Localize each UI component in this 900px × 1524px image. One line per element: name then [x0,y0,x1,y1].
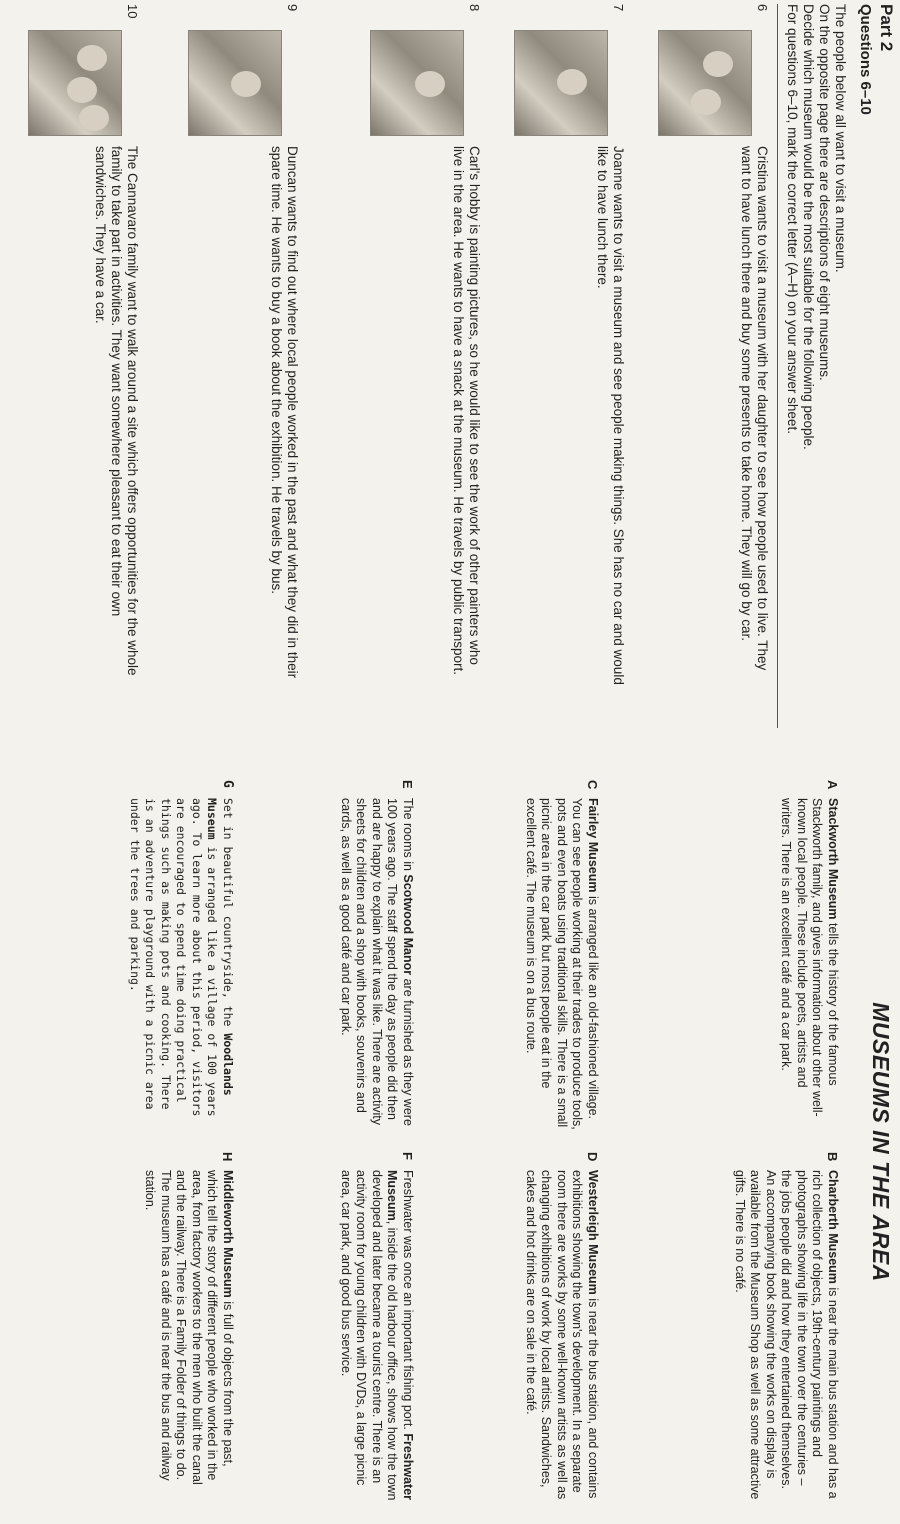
person-description: Duncan wants to find out where local people worked in the past and what they did in their spare time. He wants to buy a book about the exhibition. He travels by bus. [269,146,300,679]
museum-name: Fairley Museum [586,798,600,893]
museum-name: Middleworth Museum [221,1170,235,1298]
question-number: 10 [125,4,140,19]
instruction-line: The people below all want to visit a museum. [833,4,848,273]
instructions [784,4,848,724]
question-number: 6 [755,4,770,12]
instruction-line: Decide which museum would be the most suitable for the following people. [801,4,816,450]
museum-letter: D [585,1152,600,1162]
museum-name: Stackworth Museum [826,798,840,920]
question-number: 7 [611,4,626,12]
museum-description [523,1170,601,1502]
museum-pre: Freshwater was once an important fishing port. [401,1170,415,1434]
divider [777,4,778,728]
person-description: Joanne wants to visit a museum and see people making things. She has no car and would like to have lunch there. [595,146,626,685]
museum-text: is near the main bus station and has a rich collection of objects, 19th-century paintings and photographs showing life in the town over the centuries – the jobs people did and how they entertained themselves. An accompanying book showing the works on display is available from the Museum Shop as well as some attractive gifts. There is no café. [733,1170,840,1500]
museum-c [523,780,601,1130]
museum-description [142,1170,235,1502]
museums-page [0,760,900,1524]
museum-text: is arranged like a village of 100 years ago. To learn more about this period, visitors are encouraged to spend time doing practical things such as making pots and cooking. There is an adventure playground with a picnic area under the trees and parking. [128,798,220,1117]
instruction-line: For questions 6–10, mark the correct letter (A–H) on your answer sheet. [785,4,800,434]
face-shape [703,51,733,77]
person-photo [28,30,122,136]
question-number: 8 [467,4,482,12]
museum-name: Freshwater Museum [385,1170,415,1501]
museum-letter: B [825,1152,840,1162]
museum-description [778,798,840,1130]
face-shape [77,45,107,71]
question-9 [172,0,300,740]
person-description: Carl's hobby is painting pictures, so he would like to see the work of other painters who live in the area. He wants to have a snack at the museum. He travels by public transport. [451,146,482,676]
face-shape [67,77,97,103]
museum-pre: The rooms in [401,798,415,875]
museum-description [338,1170,416,1502]
question-10 [12,0,140,740]
museum-name: Westerleigh Museum [586,1170,600,1295]
face-shape [557,69,587,95]
museum-description [732,1170,841,1502]
museum-pre: Set in beautiful countryside, the [221,798,235,1034]
person-photo [658,30,752,136]
face-shape [231,71,261,97]
person-description: Cristina wants to visit a museum with her daughter to see how people used to live. They want to have lunch there and buy some presents to take home. They will go by car. [739,146,770,671]
museum-b [732,1152,841,1502]
person-photo [370,30,464,136]
part-heading: Part 2 [877,4,896,52]
instruction-line: On the opposite page there are descriptions of eight museums. [817,4,832,381]
museum-text: are furnished as they were 100 years ago. The staff spend the day as people did then and are happy to explain what it was like. There are activity sheets for children and a shop with books, souvenirs and cards, as well as a good café and car park. [339,798,415,1126]
museum-d [523,1152,601,1502]
museum-name: Scotwood Manor [401,874,415,976]
person-photo [514,30,608,136]
museum-text: , inside the old harbour office, shows how the town developed and later became a tourist centre. There is an activity room for young children with DVDs, a large picnic area, car park, and good bus service. [339,1170,400,1501]
person-description: The Cannavaro family want to walk around a site which offers opportunities for the whole family to take part in activities. They want somewhere pleasant to eat their own sandwiches. They have a car. [93,146,140,676]
museum-e [338,780,416,1130]
museum-description [127,798,236,1130]
page-title: MUSEUMS IN THE AREA [868,1002,894,1282]
museum-name: Charberth Museum [826,1170,840,1284]
museum-f [338,1152,416,1502]
questions-heading: Questions 6–10 [857,4,874,115]
face-shape [415,71,445,97]
museum-h [142,1152,235,1502]
museum-description [338,798,416,1130]
face-shape [79,105,109,131]
museum-letter: C [585,780,600,790]
question-7 [498,0,626,740]
museum-letter: E [400,780,415,789]
person-photo [188,30,282,136]
museum-letter: F [400,1152,415,1160]
museum-letter: H [220,1152,235,1162]
museum-text: tells the history of the famous Stackworth family, and gives information about other well-known local people. These include poets, artists and writers. There is an excellent café and a car park. [779,798,840,1117]
question-6 [642,0,770,740]
question-number: 9 [285,4,300,12]
museum-description [523,798,601,1130]
museum-text: is full of objects from the past, which tell the story of different people who worked in the area, from factory workers to the men who built the canal and the railway. There is a Family Folder of things to do. The museum has a café and is near the bus and railway station. [143,1170,235,1485]
museum-a [778,780,840,1130]
museum-name: Woodlands Museum [205,798,235,1096]
museum-g [127,780,236,1130]
museum-text: is near the bus station, and contains exhibitions showing the town's development. In a separate room there are works by some well-known artists as well as changing exhibitions of work by local artists. Sandwiches, cakes and hot drinks are on sale in the café. [524,1170,600,1500]
face-shape [691,89,721,115]
museum-letter: G [220,780,235,788]
museum-letter: A [825,780,840,790]
question-8 [354,0,482,740]
questions-page [0,0,900,740]
museum-text: is arranged like an old-fashioned village. You can see people working at their trades to produce tools, pots and even boats using traditional skills. There is a small picnic area in the car park but most people eat in the excellent café. The museum is on a bus route. [524,798,600,1130]
